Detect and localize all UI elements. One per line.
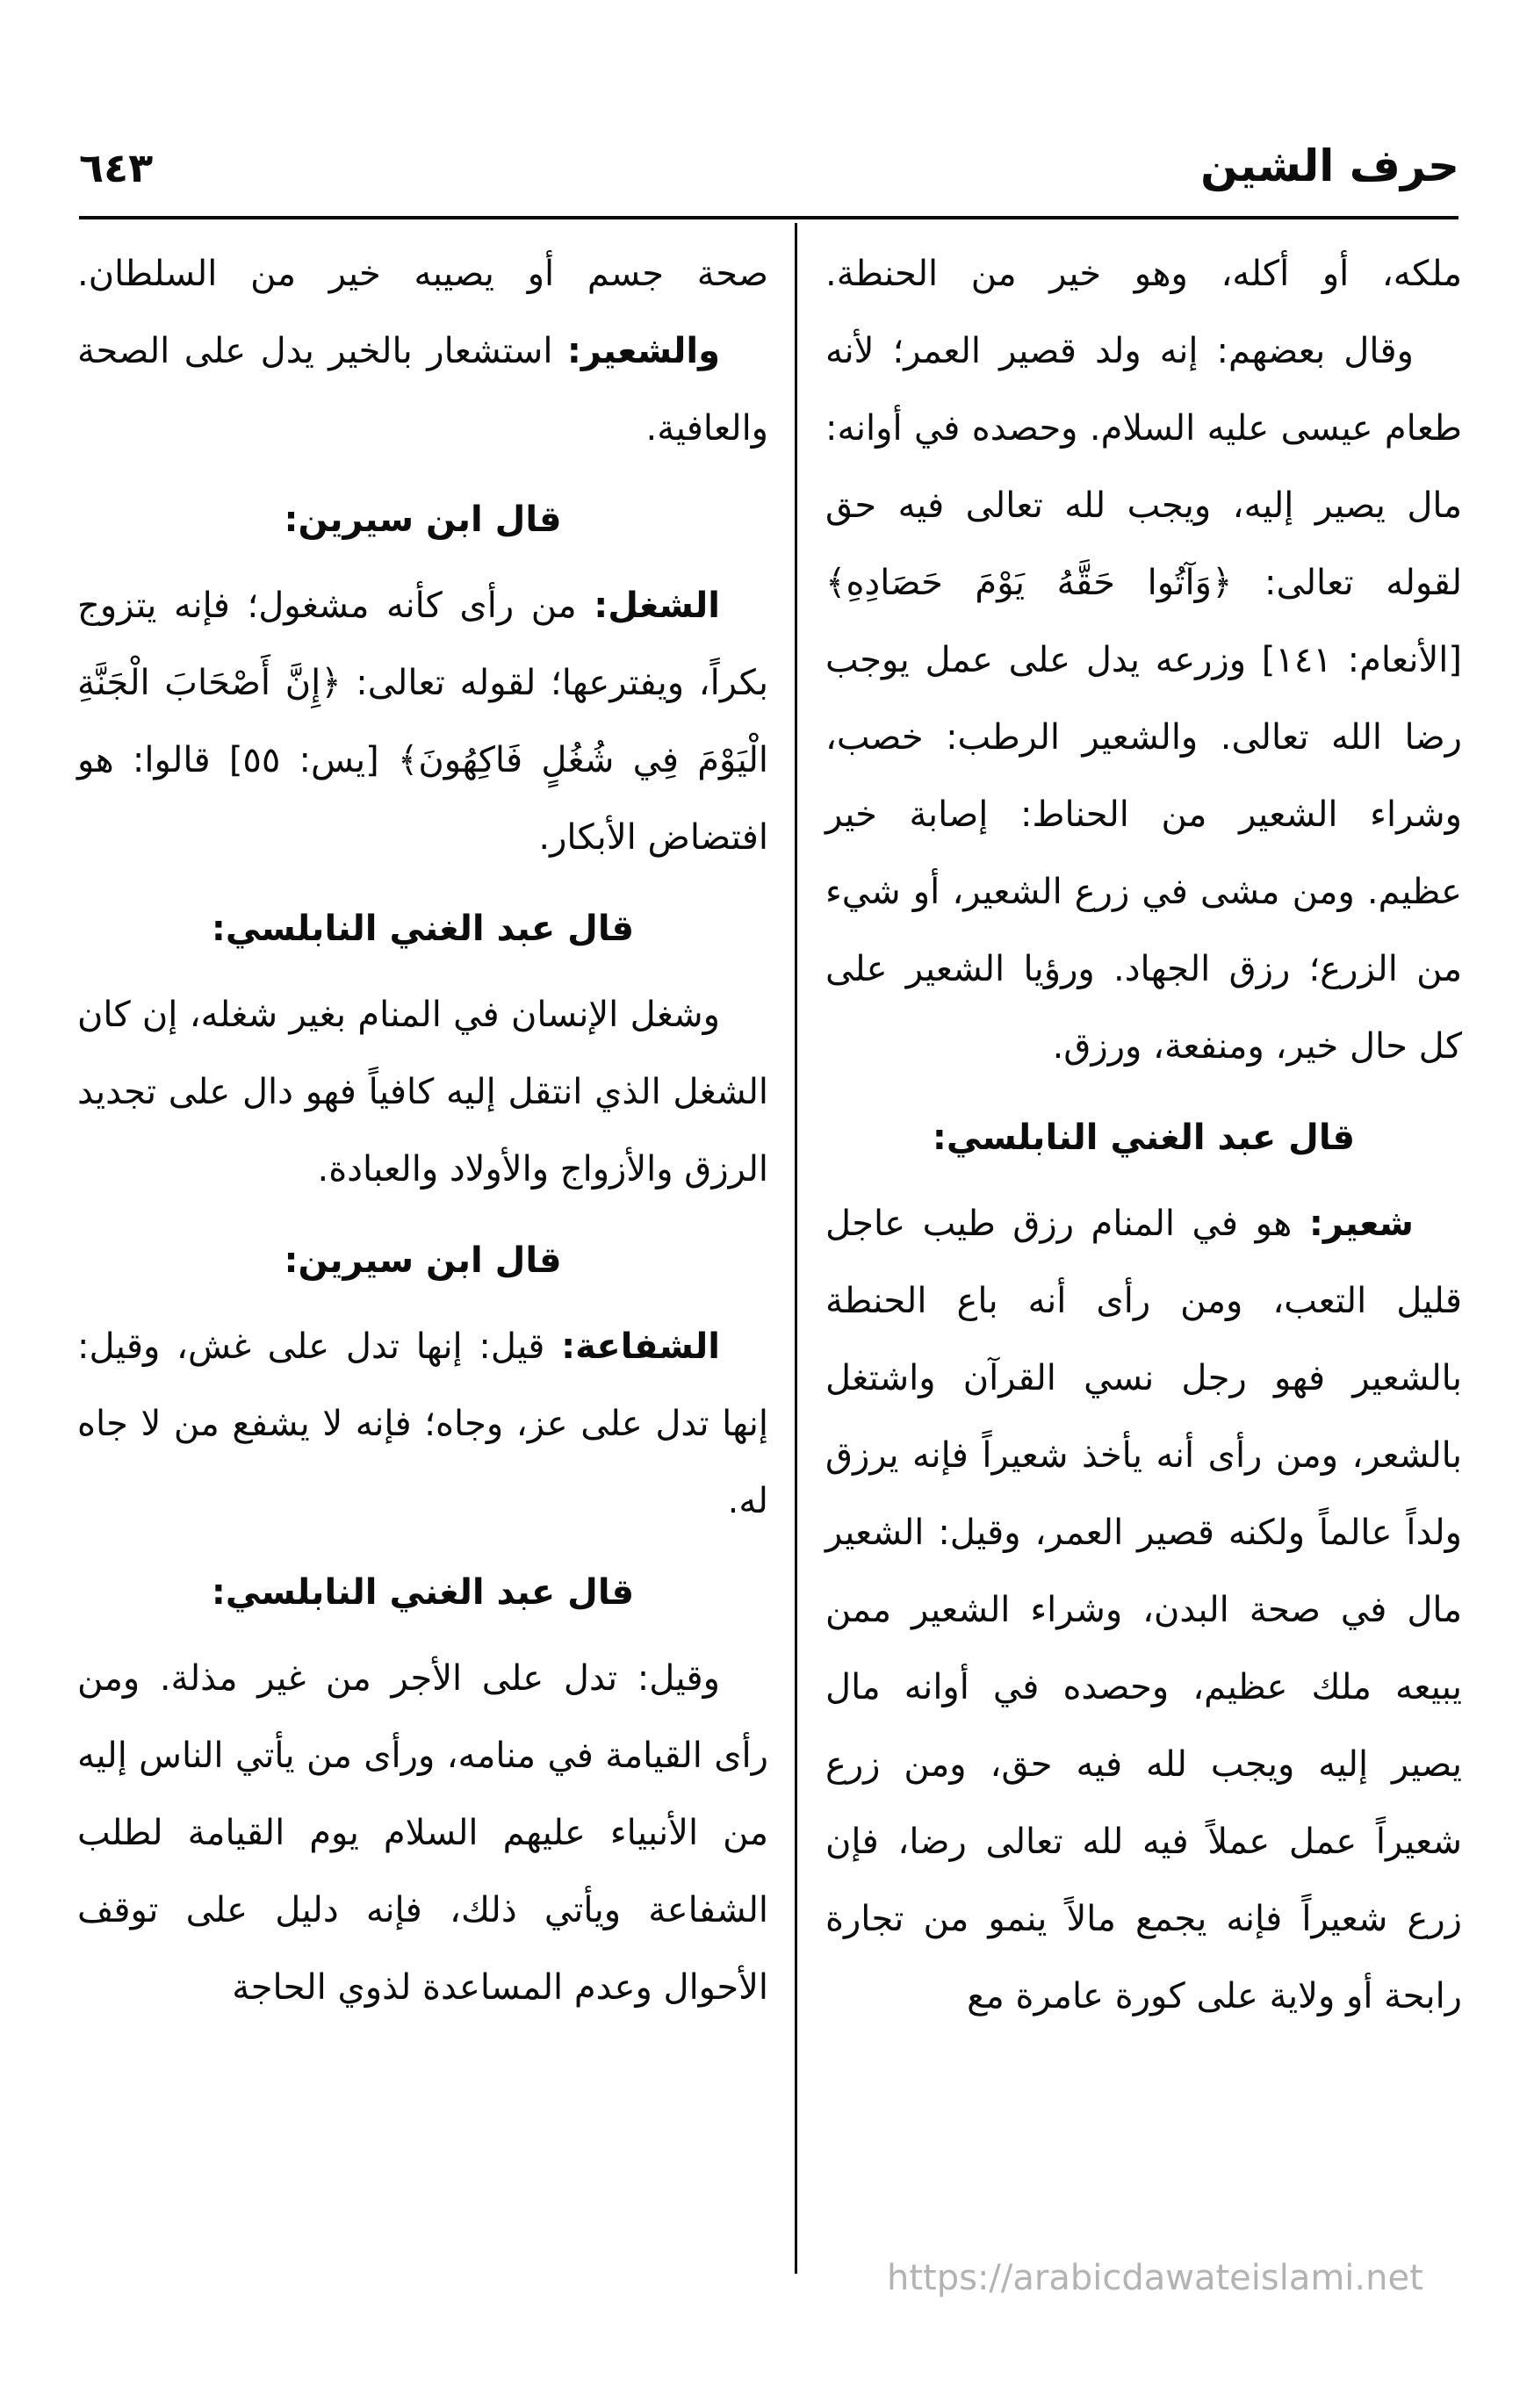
page-header — [79, 140, 1459, 191]
paragraph-text: قيل: إنها تدل على غش، وقيل: إنها تدل على عز، وجاه؛ فإنه لا يشفع من لا جاه له. — [77, 1326, 768, 1521]
paragraph — [77, 567, 768, 876]
section-heading-text: قال ابن سيرين: — [284, 1240, 562, 1281]
paragraph — [77, 313, 768, 467]
paragraph — [77, 1640, 768, 2026]
page-number: ٦٤٣ — [79, 144, 154, 191]
chapter-title: حرف الشين — [1200, 140, 1459, 191]
section-heading — [825, 1099, 1462, 1176]
column-divider — [795, 223, 797, 2274]
watermark: https://arabicdawateislami.net — [887, 2258, 1423, 2298]
paragraph — [77, 976, 768, 1208]
paragraph — [77, 235, 768, 313]
paragraph — [825, 235, 1462, 313]
paragraph-text: ملكه، أو أكله، وهو خير من الحنطة. — [825, 254, 1462, 294]
keyword-bold: والشعير: — [566, 331, 720, 371]
paragraph-text: صحة جسم أو يصيبه خير من السلطان. — [77, 254, 768, 294]
section-heading — [77, 1554, 768, 1631]
section-heading — [77, 1222, 768, 1299]
keyword-bold: شعير: — [1308, 1204, 1414, 1244]
paragraph-text: وشغل الإنسان في المنام بغير شغله، إن كان الشغل الذي انتقل إليه كافياً فهو دال على تجديد الرزق والأزواج والأولاد والعبادة. — [77, 995, 768, 1190]
left-column — [77, 235, 768, 2026]
paragraph — [77, 1308, 768, 1540]
section-heading-text: قال عبد الغني النابلسي: — [932, 1118, 1356, 1158]
section-heading — [77, 481, 768, 558]
paragraph — [825, 313, 1462, 1085]
paragraph-text: هو في المنام رزق طيب عاجل قليل التعب، ومن رأى أنه باع الحنطة بالشعير فهو رجل نسي القرآن واشتغل بالشعر، ومن رأى أنه يأخذ شعيراً فإنه يرزق ولداً عالماً ولكنه قصير العمر، وقيل: الشعير مال في صحة البدن، وشراء الشعير ممن يبيعه ملك عظيم، وحصده في أوانه مال يصير إليه ويجب لله فيه حق، ومن زرع شعيراً عمل عملاً فيه لله تعالى رضا، فإن زرع شعيراً فإنه يجمع مالاً ينمو من تجارة رابحة أو ولاية على كورة عامرة مع — [825, 1204, 1462, 2016]
keyword-bold: الشغل: — [594, 586, 720, 626]
paragraph-text: وقيل: تدل على الأجر من غير مذلة. ومن رأى القيامة في منامه، ورأى من يأتي الناس إليه من الأنبياء عليهم السلام يوم القيامة لطلب الشفاعة ويأتي ذلك، فإنه دليل على توقف الأحوال وعدم المساعدة لذوي الحاجة — [77, 1658, 768, 2008]
section-heading-text: قال ابن سيرين: — [284, 500, 562, 540]
paragraph-text: استشعار بالخير يدل على الصحة والعافية. — [77, 331, 768, 449]
right-column — [825, 235, 1462, 2035]
section-heading-text: قال عبد الغني النابلسي: — [211, 1572, 635, 1613]
paragraph-text: من رأى كأنه مشغول؛ فإنه يتزوج بكراً، ويفترعها؛ لقوله تعالى: ﴿إِنَّ أَصْحَابَ الْجَنَّةِ الْيَوْمَ فِي شُغُلٍ فَاكِهُونَ﴾ [يس: ٥٥] قالوا: هو افتضاض الأبكار. — [77, 586, 768, 858]
paragraph-text: وقال بعضهم: إنه ولد قصير العمر؛ لأنه طعام عيسى عليه السلام. وحصده في أوانه: مال يصير إليه، ويجب لله تعالى فيه حق لقوله تعالى: ﴿وَآتُوا حَقَّهُ يَوْمَ حَصَادِهِ﴾ [الأنعام: ١٤١] وزرعه يدل على عمل يوجب رضا الله تعالى. والشعير الرطب: خصب، وشراء الشعير من الحناط: إصابة خير عظيم. ومن مشى في زرع الشعير، أو شيء من الزرع؛ رزق الجهاد. ورؤيا الشعير على كل حال خير، ومنفعة، ورزق. — [825, 331, 1462, 1067]
paragraph — [825, 1185, 1462, 2035]
header-rule — [79, 216, 1458, 219]
keyword-bold: الشفاعة: — [561, 1326, 720, 1367]
section-heading-text: قال عبد الغني النابلسي: — [211, 909, 635, 949]
section-heading — [77, 890, 768, 967]
